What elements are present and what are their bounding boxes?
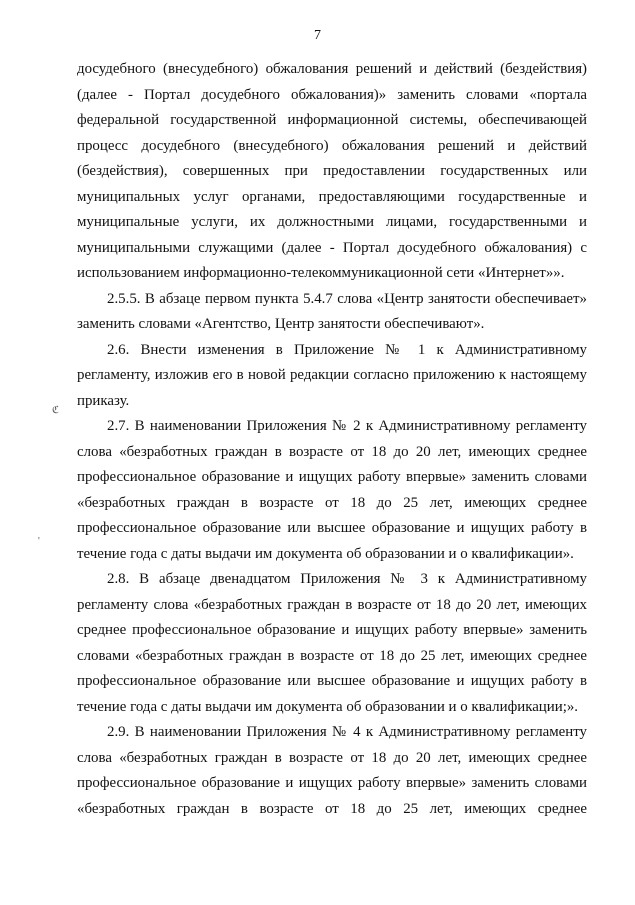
text-line: досудебного (внесудебного) обжалования решений и действий (бездействия) [77,61,587,77]
text-line: заменить словами «Агентство, Центр занятости обеспечивают». [77,316,485,332]
text-line: «безработных граждан в возрасте от 18 до 25 лет, имеющих среднее [77,800,587,817]
paragraph [77,720,587,822]
text-line: 2.5.5. В абзаце первом пункта 5.4.7 слова «Центр занятости обеспечивает» [107,290,587,307]
margin-mark: ℭ [52,405,60,416]
text-line: среднее профессиональное образование и ищущих работу впервые» заменить [77,622,587,638]
margin-mark: ' [38,536,40,547]
text-line: профессиональное образование или высшее образование и ищущих работу в [77,520,587,536]
document-body [77,57,587,822]
paragraph [77,567,587,720]
text-line: приказу. [77,392,130,409]
text-line: использованием информационно-телекоммуникационной сети «Интернет»». [77,265,565,281]
text-line: (бездействия), совершенных при предоставлении государственных или [77,163,587,179]
text-line: течение года с даты выдачи им документа об образовании и о квалификации». [77,545,574,562]
page-number: 7 [314,28,321,43]
text-line: словами «безработных граждан в возрасте от 18 до 25 лет, имеющих среднее [77,647,587,664]
text-line: слова «безработных граждан в возрасте от 18 до 20 лет, имеющих среднее [77,749,587,766]
text-line: слова «безработных граждан в возрасте от 18 до 20 лет, имеющих среднее [77,443,587,460]
text-line: регламенту, изложив его в новой редакции согласно приложению к настоящему [77,367,587,383]
paragraph [77,338,587,415]
text-line: (далее - Портал досудебного обжалования)» заменить словами «портала [77,86,587,103]
text-line: федеральной государственной информационной системы, обеспечивающей [77,112,587,128]
paragraph [77,287,587,338]
text-line: муниципальные услуги, их должностными лицами, государственными и [77,214,587,230]
text-line: профессиональное образование и ищущих работу впервые» заменить словами [77,775,587,791]
text-line: процесс досудебного (внесудебного) обжалования решений и действий [77,137,587,154]
text-line: профессиональное образование или высшее образование и ищущих работу в [77,673,587,689]
text-line: 2.6. Внести изменения в Приложение № 1 к Административному [107,341,587,358]
text-line: 2.7. В наименовании Приложения № 2 к Административному регламенту [107,418,587,434]
text-line: регламенту слова «безработных граждан в возрасте от 18 до 20 лет, имеющих [77,596,587,613]
text-line: 2.8. В абзаце двенадцатом Приложения № 3 к Административному [107,571,587,587]
paragraph [77,414,587,567]
text-line: муниципальных услуг органами, предоставляющими государственные и [77,188,587,205]
text-line: течение года с даты выдачи им документа об образовании и о квалификации;». [77,698,579,715]
paragraph [77,57,587,287]
text-line: 2.9. В наименовании Приложения № 4 к Административному регламенту [107,724,587,740]
text-line: профессиональное образование и ищущих работу впервые» заменить словами [77,469,587,485]
text-line: «безработных граждан в возрасте от 18 до 25 лет, имеющих среднее [77,494,587,511]
text-line: муниципальными служащими (далее - Портал досудебного обжалования) с [77,239,587,256]
